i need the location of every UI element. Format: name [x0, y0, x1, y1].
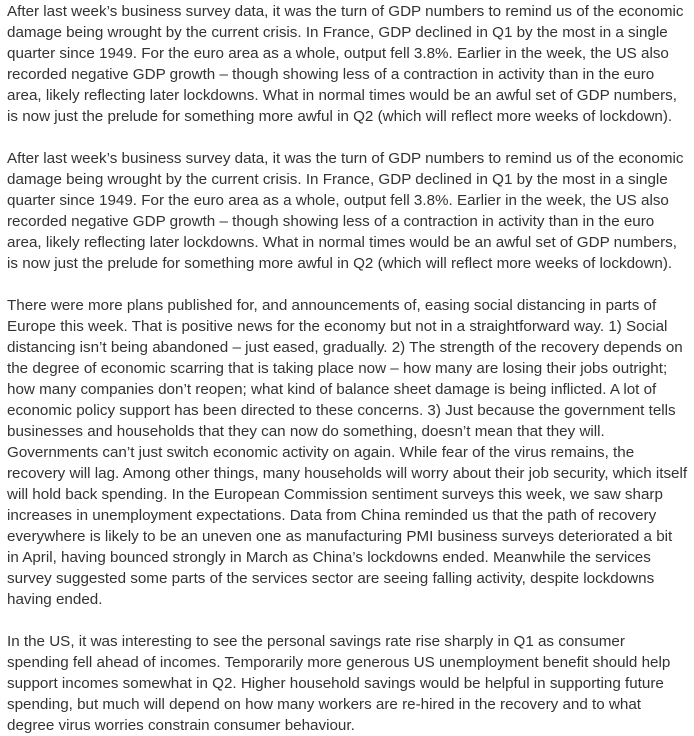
paragraph-easing-social-distancing: There were more plans published for, and announcements of, easing social distancing in parts of Europe this week. That is positive news for the economy but not in a straightforward way. 1) Social distancing isn’t being abandoned – just eased, gradually. 2) The strength of the recovery depends on the degree of economic scarring that is taking place now – how many are losing their jobs outright; how many companies don’t reopen; what kind of balance sheet damage is being inflicted. A lot of economic policy support has been directed to these concerns. 3) Just because the government tells businesses and households that they can now do something, doesn’t mean that they will. Governments can’t just switch economic activity on again. While fear of the virus remains, the recovery will lag. Among other things, many households will worry about their job security, which itself will hold back spending. In the European Commission sentiment surveys this week, we saw sharp increases in unemployment expectations. Data from China reminded us that the path of recovery everywhere is likely to be an uneven one as manufacturing PMI business surveys deteriorated a bit in April, having bounced strongly in March as China’s lockdowns ended. Meanwhile the services survey suggested some parts of the services sector are seeing falling activity, despite lockdowns having ended. [7, 297, 688, 608]
paragraph-us-savings-rate: In the US, it was interesting to see the personal savings rate rise sharply in Q1 as consumer spending fell ahead of incomes. Temporarily more generous US unemployment benefit should help support incomes somewhat in Q2. Higher household savings would be helpful in supporting future spending, but much will depend on how many workers are re-hired in the recovery and to what degree virus worries constrain consumer behaviour. [7, 633, 671, 734]
paragraph-gdp-numbers: After last week’s business survey data, it was the turn of GDP numbers to remind us of the economic damage being wrought by the current crisis. In France, GDP declined in Q1 by the most in a single quarter since 1949. For the euro area as a whole, output fell 3.8%. Earlier in the week, the US also recorded negative GDP growth – though showing less of a contraction in activity than in the euro area, likely reflecting later lockdowns. What in normal times would be an awful set of GDP numbers, is now just the prelude for something more awful in Q2 (which will reflect more weeks of lockdown). [7, 3, 684, 125]
paragraph-gdp-numbers-repeat: After last week’s business survey data, it was the turn of GDP numbers to remind us of the economic damage being wrought by the current crisis. In France, GDP declined in Q1 by the most in a single quarter since 1949. For the euro area as a whole, output fell 3.8%. Earlier in the week, the US also recorded negative GDP growth – though showing less of a contraction in activity than in the euro area, likely reflecting later lockdowns. What in normal times would be an awful set of GDP numbers, is now just the prelude for something more awful in Q2 (which will reflect more weeks of lockdown). [7, 150, 684, 272]
